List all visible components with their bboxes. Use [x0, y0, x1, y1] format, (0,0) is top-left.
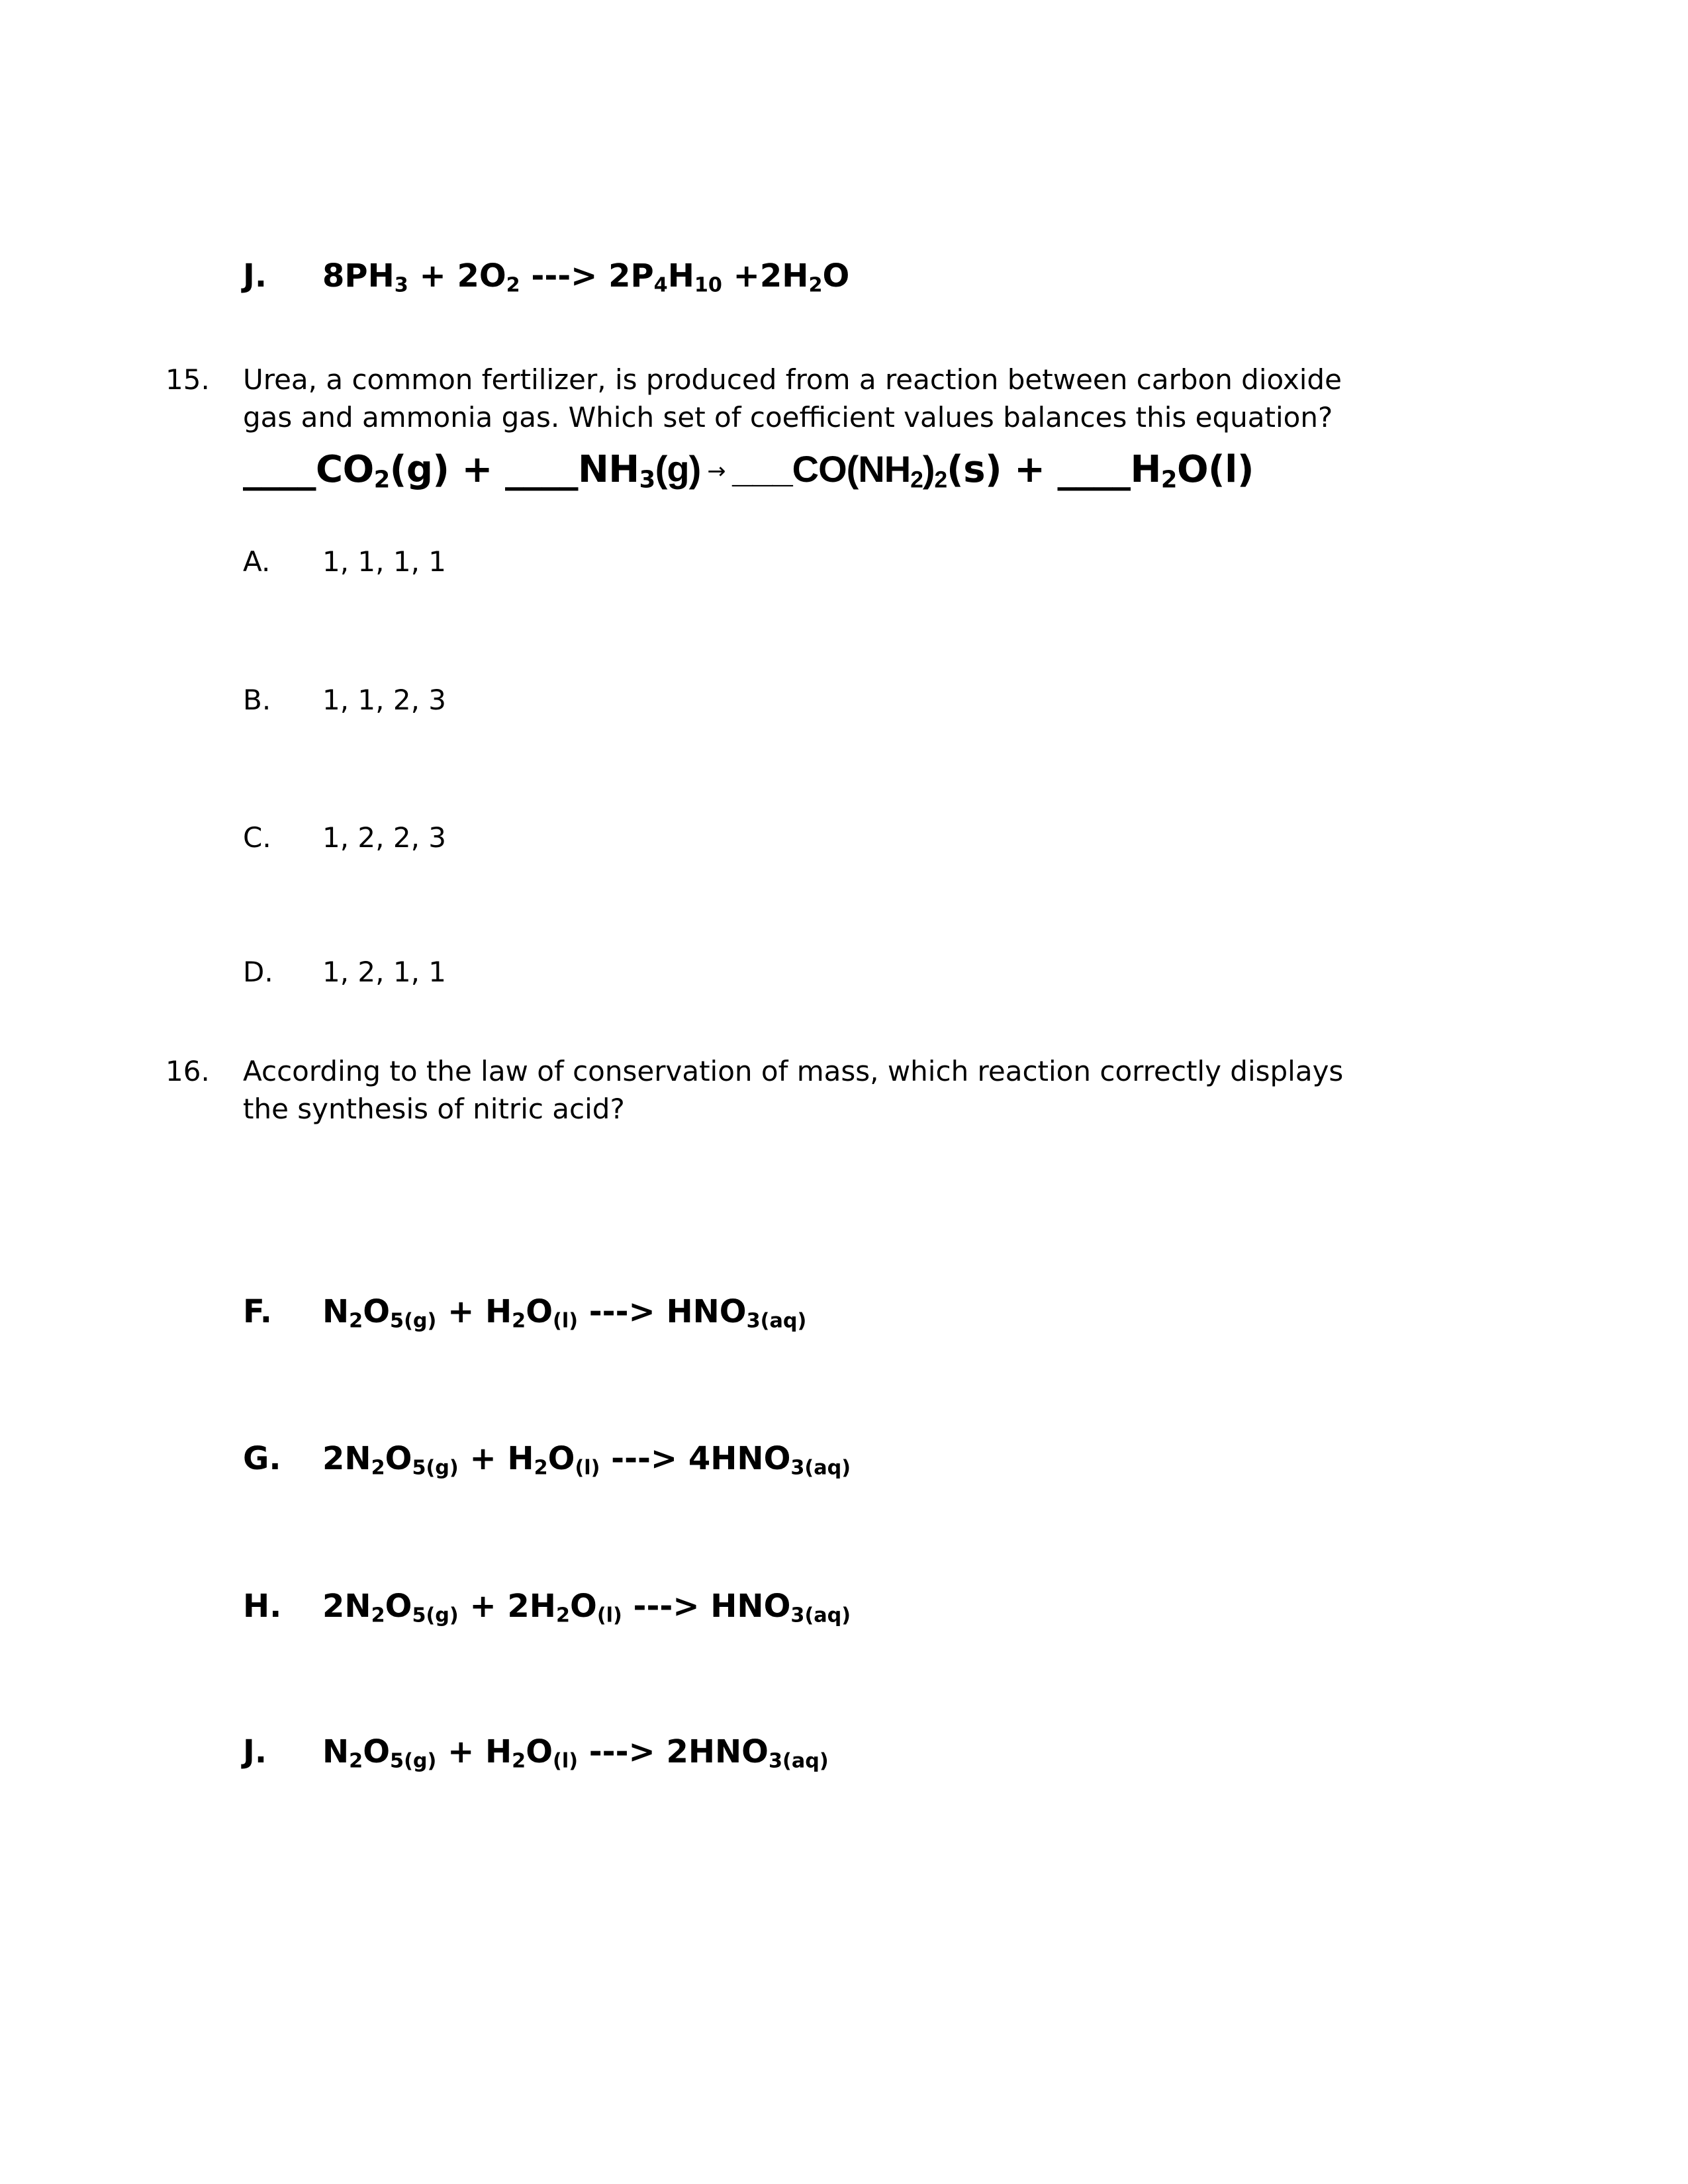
- formula-segment: →: [700, 457, 733, 484]
- formula-segment: ___CO(NH: [732, 448, 911, 490]
- formula-segment: O: [526, 1733, 553, 1770]
- formula-subscript: 2: [808, 273, 823, 297]
- question-text-line: According to the law of conservation of mass, which reaction correctly displays: [243, 1055, 1344, 1087]
- formula-subscript: 3(aq): [790, 1456, 851, 1480]
- formula-subscript: 2: [349, 1309, 363, 1333]
- question-text-line: Urea, a common fertilizer, is produced from a reaction between carbon dioxide: [243, 363, 1342, 396]
- option-f: [243, 1293, 806, 1340]
- formula-segment: O: [526, 1293, 553, 1330]
- formula-subscript: 2: [555, 1604, 571, 1627]
- formula-subscript: 10: [694, 273, 722, 297]
- formula-subscript: 5(g): [390, 1749, 437, 1773]
- formula-segment: N: [322, 1733, 350, 1770]
- formula-subscript: 4: [653, 273, 668, 297]
- formula-segment: 8PH: [322, 257, 395, 295]
- option-letter: J.: [243, 1733, 267, 1770]
- option-letter: A.: [243, 545, 271, 578]
- formula-subscript: (l): [575, 1456, 600, 1480]
- option-letter: F.: [243, 1293, 272, 1330]
- formula-segment: (s) + ____H: [947, 448, 1161, 491]
- formula-segment: ---> 4HNO: [600, 1440, 791, 1477]
- option-j: [243, 1733, 829, 1780]
- option-letter: J.: [243, 257, 267, 295]
- formula-subscript: 2: [506, 273, 520, 297]
- chemical-equation: [322, 1293, 806, 1340]
- option-b: [243, 682, 446, 719]
- formula-segment: 2N: [322, 1588, 371, 1625]
- prior-question-option-j: [243, 257, 849, 304]
- formula-segment: H: [667, 257, 694, 295]
- option-letter: G.: [243, 1440, 281, 1477]
- formula-segment: O(l): [1176, 448, 1254, 491]
- chemical-equation: [322, 1587, 851, 1635]
- formula-segment: ): [922, 448, 935, 490]
- formula-subscript: 2: [534, 1456, 548, 1480]
- option-letter: H.: [243, 1588, 282, 1625]
- fill-in-blank-equation: [243, 447, 1254, 502]
- question-15: [165, 361, 1342, 436]
- question-number: 15.: [165, 363, 210, 396]
- formula-subscript: 3(aq): [790, 1604, 851, 1627]
- chemical-equation: [322, 257, 849, 304]
- formula-subscript: (l): [596, 1604, 622, 1627]
- option-value: 1, 2, 1, 1: [322, 956, 446, 988]
- formula-subscript: 2: [371, 1604, 385, 1627]
- option-letter: B.: [243, 684, 271, 716]
- formula-segment: ---> HNO: [622, 1588, 791, 1625]
- option-g: [243, 1439, 851, 1487]
- formula-segment: O: [363, 1293, 391, 1330]
- formula-subscript: 2: [512, 1309, 526, 1333]
- option-letter: C.: [243, 821, 271, 854]
- formula-subscript: 3(aq): [746, 1309, 807, 1333]
- formula-segment: (g) + ____NH: [389, 448, 639, 491]
- formula-segment: ---> 2HNO: [578, 1733, 769, 1770]
- formula-subscript: 3(aq): [768, 1749, 829, 1773]
- formula-subscript: 5(g): [412, 1604, 459, 1627]
- formula-segment: O: [385, 1588, 412, 1625]
- formula-segment: + H: [436, 1733, 512, 1770]
- formula-segment: + 2O: [408, 257, 506, 295]
- formula-segment: O: [363, 1733, 391, 1770]
- chemical-equation: [322, 1439, 851, 1487]
- option-value: 1, 2, 2, 3: [322, 821, 446, 854]
- formula-subscript: 5(g): [390, 1309, 437, 1333]
- question-text: [243, 361, 1342, 436]
- option-value: 1, 1, 1, 1: [322, 545, 446, 578]
- formula-segment: + H: [458, 1440, 534, 1477]
- question-text-line: gas and ammonia gas. Which set of coefficient values balances this equation?: [243, 401, 1333, 433]
- formula-subscript: (l): [553, 1749, 579, 1773]
- formula-subscript: 3: [639, 466, 655, 494]
- formula-subscript: 2: [512, 1749, 526, 1773]
- option-a: [243, 543, 446, 580]
- option-h: [243, 1587, 851, 1635]
- formula-segment: +2H: [722, 257, 809, 295]
- formula-subscript: 2: [910, 467, 923, 493]
- option-value: 1, 1, 2, 3: [322, 684, 446, 716]
- formula-segment: + 2H: [458, 1588, 556, 1625]
- chemical-equation: [322, 1733, 829, 1780]
- option-letter: D.: [243, 956, 273, 988]
- formula-subscript: 5(g): [412, 1456, 459, 1480]
- formula-segment: 2N: [322, 1440, 371, 1477]
- formula-subscript: 2: [934, 467, 947, 493]
- formula-segment: O: [547, 1440, 575, 1477]
- formula-segment: O: [385, 1440, 412, 1477]
- formula-segment: + H: [436, 1293, 512, 1330]
- formula-subscript: (l): [553, 1309, 579, 1333]
- formula-segment: (g): [655, 448, 701, 490]
- formula-subscript: 2: [349, 1749, 363, 1773]
- formula-subscript: 2: [1160, 466, 1177, 494]
- formula-subscript: 2: [373, 466, 390, 494]
- question-number: 16.: [165, 1055, 210, 1087]
- formula-subscript: 2: [371, 1456, 385, 1480]
- formula-segment: O: [570, 1588, 597, 1625]
- formula-subscript: 3: [394, 273, 408, 297]
- formula-segment: ---> HNO: [578, 1293, 747, 1330]
- formula-segment: ---> 2P: [520, 257, 654, 295]
- formula-segment: ____CO: [243, 448, 374, 491]
- question-text-line: the synthesis of nitric acid?: [243, 1093, 625, 1125]
- question-16: [165, 1052, 1343, 1128]
- formula-segment: N: [322, 1293, 350, 1330]
- question-text: [243, 1052, 1343, 1128]
- formula-segment: O: [822, 257, 850, 295]
- option-c: [243, 819, 446, 856]
- option-d: [243, 954, 446, 991]
